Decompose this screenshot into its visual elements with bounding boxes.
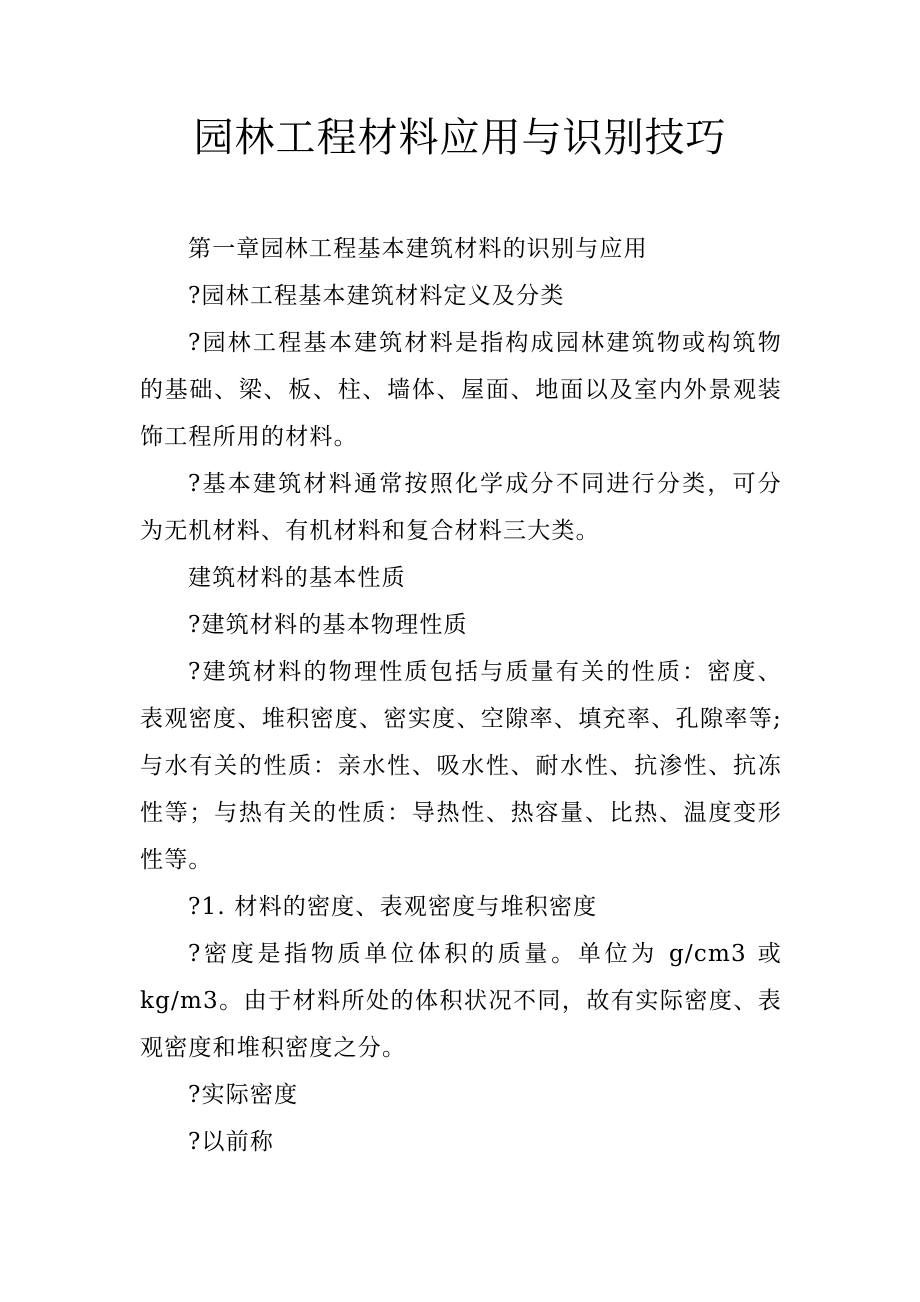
chapter-heading: 第一章园林工程基本建筑材料的识别与应用 bbox=[188, 236, 648, 262]
subsection-heading-actual-density: ?实际密度 bbox=[188, 1082, 299, 1108]
section-heading-basic-properties: 建筑材料的基本性质 bbox=[188, 565, 406, 591]
paragraph-definition: ?园林工程基本建筑材料是指构成园林建筑物或构筑物的基础、梁、板、柱、墙体、屋面、地面以及室内外景观装饰工程所用的材料。 bbox=[140, 330, 782, 450]
subsection-heading-density: ?1. 材料的密度、表观密度与堆积密度 bbox=[188, 894, 598, 920]
paragraph-formerly-called: ?以前称 bbox=[188, 1129, 275, 1155]
paragraph-classification: ?基本建筑材料通常按照化学成分不同进行分类，可分为无机材料、有机材料和复合材料三大类。 bbox=[140, 471, 782, 544]
section-heading-physical-properties: ?建筑材料的基本物理性质 bbox=[188, 612, 468, 638]
paragraph-physical-properties: ?建筑材料的物理性质包括与质量有关的性质：密度、表观密度、堆积密度、密实度、空隙率、填充率、孔隙率等;与水有关的性质：亲水性、吸水性、耐水性、抗渗性、抗冻性等；与热有关的性质：导热性、热容量、比热、温度变形性等。 bbox=[140, 659, 782, 873]
paragraph-density: ?密度是指物质单位体积的质量。单位为 g/cm3 或kg/m3。由于材料所处的体积状况不同，故有实际密度、表观密度和堆积密度之分。 bbox=[140, 941, 782, 1061]
document-body bbox=[140, 226, 782, 1166]
document-title: 园林工程材料应用与识别技巧 bbox=[193, 115, 727, 161]
section-heading-definition: ?园林工程基本建筑材料定义及分类 bbox=[188, 283, 565, 309]
